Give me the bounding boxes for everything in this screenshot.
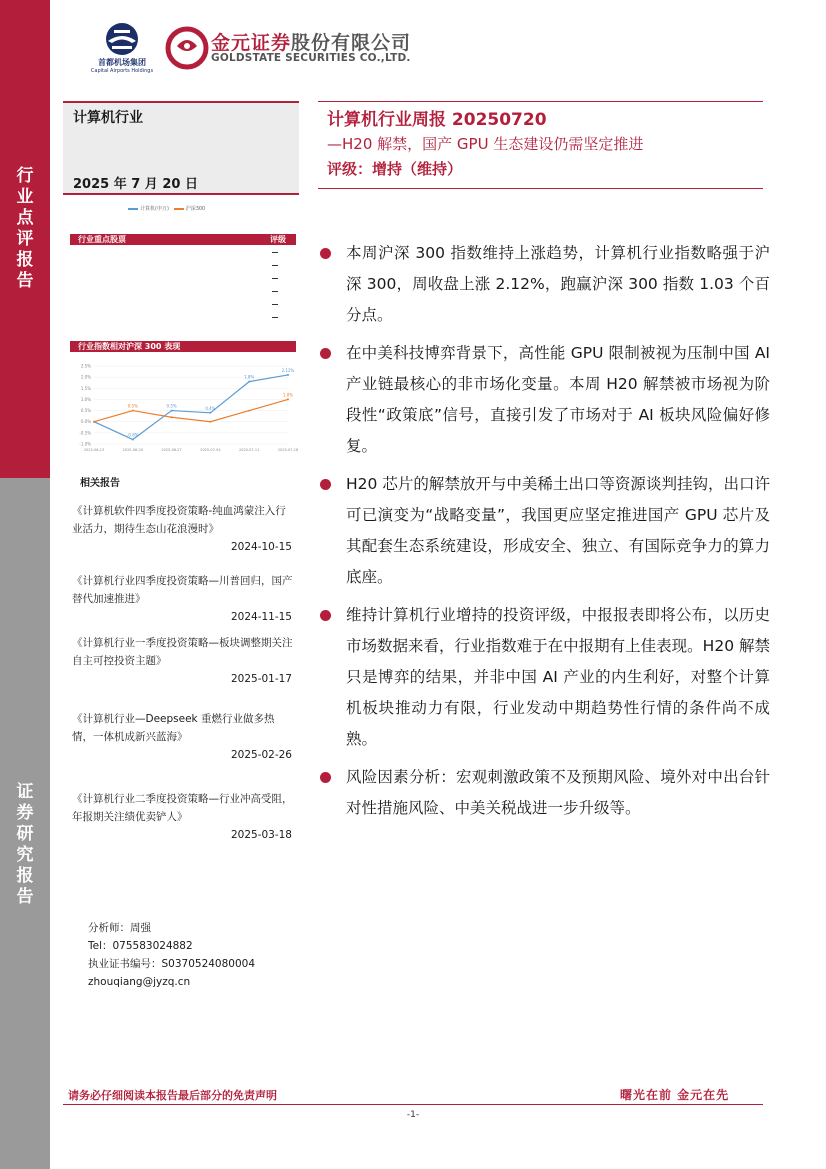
related-report-title: 《计算机行业二季度投资策略—行业冲高受阻，年报期关注绩优卖铲人》 — [72, 793, 293, 823]
related-report-date: 2025-02-26 — [230, 749, 292, 761]
data-point — [248, 410, 250, 412]
analyst-email[interactable]: zhouqiang@jyzq.cn — [88, 976, 191, 988]
analyst-tel: Tel：075583024882 — [88, 940, 193, 952]
related-report — [72, 790, 294, 844]
perf-section-title: 行业指数相对沪深 300 表现 — [78, 342, 181, 351]
related-report — [72, 634, 294, 688]
data-point — [132, 439, 134, 441]
bullet-dot-icon — [320, 610, 331, 621]
capital-airports-logo — [82, 22, 162, 74]
y-tick-label: -1.0% — [79, 441, 91, 447]
data-point — [287, 398, 289, 400]
airport-logo-icon — [102, 22, 142, 56]
related-report-date: 2025-03-18 — [230, 829, 292, 841]
bullet-point: 风险因素分析：宏观刺激政策不及预期风险、境外对中出台针对性措施风险、中美关税战进一步升级等。 — [318, 762, 770, 824]
x-tick-label: 2025-07-04 — [200, 448, 221, 452]
bullet-dot-icon — [320, 772, 331, 783]
footer-slogan: 曙光在前 金元在先 — [620, 1088, 730, 1102]
bullet-point: 本周沪深 300 指数维持上涨趋势，计算机行业指数略强于沪深 300，周收盘上涨 2.12%，跑赢沪深 300 指数 1.03 个百分点。 — [318, 238, 770, 331]
data-point — [248, 381, 250, 383]
analyst-info — [88, 919, 255, 991]
industry-label: 计算机行业 — [73, 110, 143, 126]
y-tick-label: 0.5% — [80, 408, 91, 414]
y-tick-label: 2.5% — [80, 363, 91, 369]
footer-disclaimer: 请务必仔细阅读本报告最后部分的免责声明 — [68, 1089, 277, 1102]
title-bottom-rule — [318, 188, 763, 189]
report-date: 2025 年 7 月 20 日 — [73, 177, 198, 192]
data-point — [93, 421, 95, 423]
data-point — [209, 412, 211, 414]
data-label: 0.5% — [127, 403, 138, 409]
left-bottom-rule — [63, 193, 299, 195]
report-rating: 评级：增持（维持） — [327, 160, 463, 178]
related-report-date: 2024-10-15 — [230, 541, 292, 553]
bullet-dot-icon — [320, 479, 331, 490]
related-report-title: 《计算机行业一季度投资策略—板块调整期关注自主可控投资主题》 — [72, 637, 293, 667]
data-point — [209, 421, 211, 423]
side-band — [0, 0, 50, 1169]
report-title: 计算机行业周报 20250720 — [327, 110, 547, 130]
y-tick-label: 1.0% — [80, 396, 91, 402]
logo2-name-cn: 金元证券股份有限公司 — [211, 32, 412, 54]
related-report-date: 2025-01-17 — [230, 673, 292, 685]
x-tick-label: 2025-06-13 — [83, 448, 105, 452]
logo1-name-en: Capital Airports Holdings — [90, 68, 154, 74]
related-report-title: 《计算机行业四季度投资策略—川普回归，国产替代加速推进》 — [72, 575, 293, 605]
bullet-point: 在中美科技博弈背景下，高性能 GPU 限制被视为压制中国 AI 产业链最核心的非市场化变量。本周 H20 解禁被市场视为阶段性“政策底”信号，直接引发了市场对于 AI 板块风险偏好修复。 — [318, 338, 770, 462]
data-point — [171, 416, 173, 418]
stocks-section-bar — [70, 234, 296, 245]
bullet-dot-icon — [320, 248, 331, 259]
stocks-section-title: 行业重点股票 — [78, 235, 126, 244]
y-tick-label: 0.0% — [80, 419, 91, 425]
x-tick-label: 2025-06-20 — [122, 448, 143, 452]
data-label: 0.4% — [205, 405, 216, 411]
left-top-rule — [63, 101, 299, 103]
data-point — [132, 410, 134, 412]
related-report-title: 《计算机行业—Deepseek 重燃行业做多热情，一体机成新兴蓝海》 — [72, 713, 275, 743]
y-tick-label: 1.5% — [80, 385, 91, 391]
stock-row-dash — [272, 278, 278, 279]
analyst-cert: 执业证书编号：S0370524080004 — [88, 958, 256, 970]
related-report — [72, 502, 294, 556]
data-label: 0.5% — [166, 403, 177, 409]
data-label: 1.8% — [244, 374, 255, 380]
bullet-dot-icon — [320, 348, 331, 359]
y-tick-label: 2.0% — [80, 374, 91, 380]
mini-legend — [128, 205, 205, 212]
page-number: -1- — [406, 1110, 420, 1120]
goldstate-logo-icon — [165, 26, 209, 70]
related-reports-title: 相关报告 — [80, 478, 120, 489]
analyst-name: 分析师：周强 — [88, 922, 151, 934]
data-label: -0.8% — [126, 432, 139, 438]
bullet-point: H20 芯片的解禁放开与中美稀土出口等资源谈判挂钩，出口许可已演变为“战略变量”，我国更应坚定推进国产 GPU 芯片及其配套生态系统建设，形成安全、独立、有国际竞争力的算力底座。 — [318, 469, 770, 593]
mini-legend-series1: 计算机(申万) — [140, 206, 169, 212]
stock-row-dash — [272, 252, 278, 253]
data-label: 2.12% — [281, 367, 295, 373]
data-label: 1.0% — [282, 392, 294, 398]
logo1-name-cn: 首都机场集团 — [98, 58, 146, 67]
title-top-rule — [318, 101, 763, 102]
logo2-name-en: GOLDSTATE SECURITIES CO.,LTD. — [211, 52, 411, 64]
side-label-upper: 行 业 点 评 报 告 — [16, 166, 34, 291]
y-tick-label: -0.5% — [79, 430, 91, 436]
side-label-lower: 证 券 研 究 报 告 — [16, 782, 34, 907]
bullet-point: 维持计算机行业增持的投资评级，中报报表即将公布，以历史市场数据来看，行业指数难于在中报期有上佳表现。H20 解禁只是博弈的结果，并非中国 AI 产业的内生利好，对整个计算机板块推动力有限，行业发动中期趋势性行情的条件尚不成熟。 — [318, 600, 770, 755]
data-point — [171, 410, 173, 412]
stock-row-dash — [272, 304, 278, 305]
key-points — [318, 238, 770, 831]
stocks-rating-header: 评级 — [270, 235, 286, 244]
related-report-date: 2024-11-15 — [230, 611, 292, 623]
stock-row-dash — [272, 291, 278, 292]
related-report-title: 《计算机软件四季度投资策略-纯血鸿蒙注入行业活力，期待生态山花浪漫时》 — [72, 505, 286, 535]
perf-section-bar — [70, 341, 296, 352]
stock-row-dash — [272, 265, 278, 266]
related-report — [72, 710, 294, 764]
data-point — [287, 374, 289, 376]
mini-legend-series2: 沪深300 — [185, 206, 206, 212]
x-tick-label: 2025-07-11 — [239, 448, 260, 452]
x-tick-label: 2025-07-18 — [277, 448, 299, 452]
related-report — [72, 572, 294, 626]
stock-row-dash — [272, 317, 278, 318]
x-tick-label: 2025-06-27 — [161, 448, 182, 452]
report-info-box — [63, 101, 299, 193]
report-subtitle: —H20 解禁，国产 GPU 生态建设仍需坚定推进 — [327, 135, 644, 153]
performance-chart — [70, 358, 299, 458]
footer-rule — [63, 1104, 763, 1105]
